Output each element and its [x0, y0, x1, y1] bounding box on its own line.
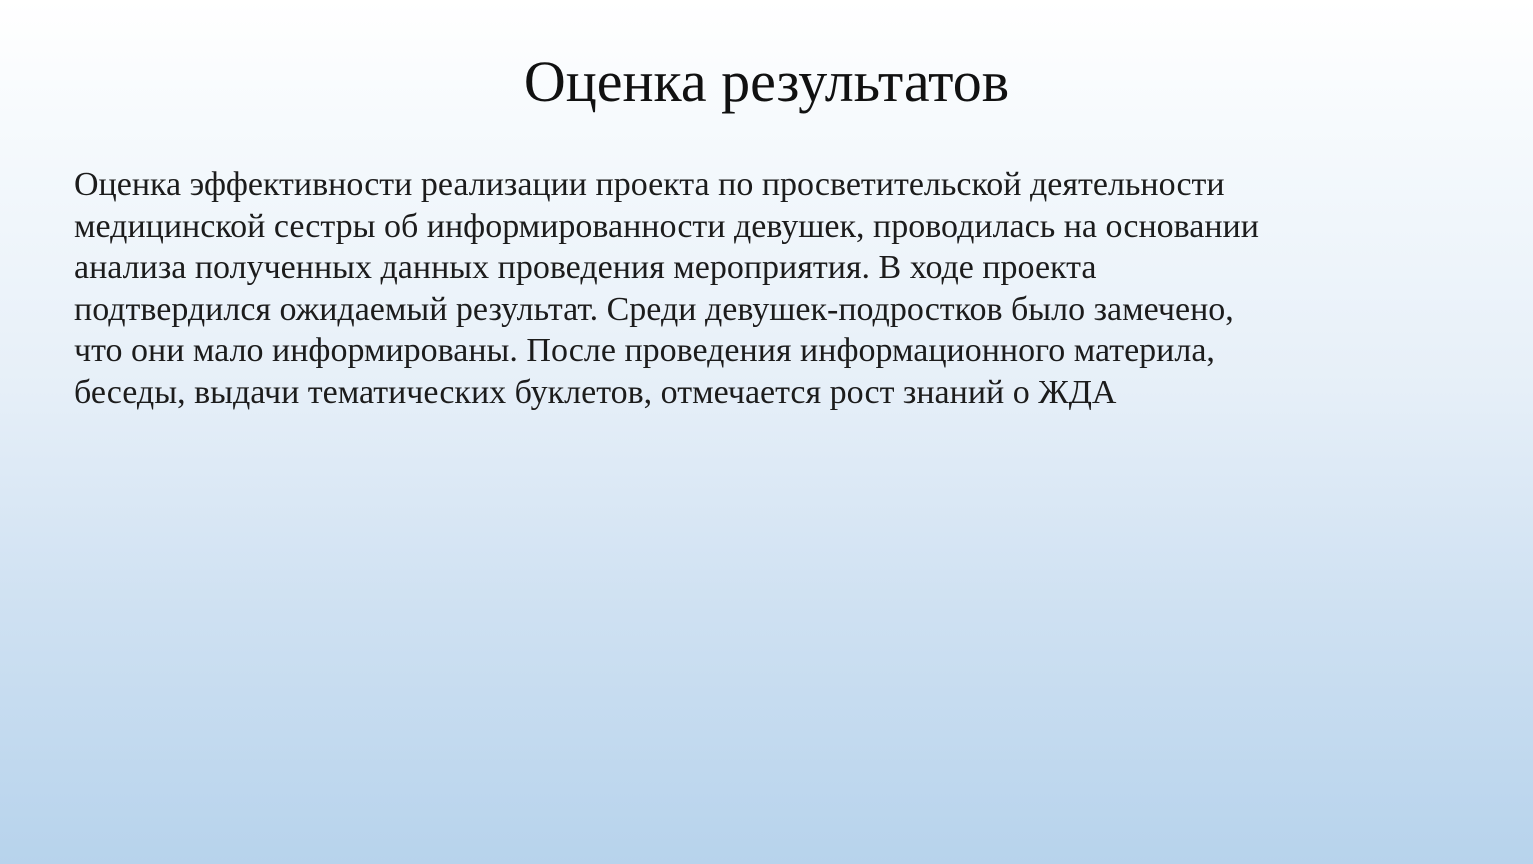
- slide-body-text: [74, 164, 1474, 413]
- body-line: подтвердился ожидаемый результат. Среди девушек-подростков было замечено,: [74, 290, 1234, 328]
- body-line: Оценка эффективности реализации проекта по просветительской деятельности: [74, 166, 1225, 203]
- body-line: медицинской сестры об информированности девушек, проводилась на основании: [74, 207, 1259, 245]
- body-line: что они мало информированы. После проведения информационного материла,: [74, 332, 1215, 369]
- body-line: анализа полученных данных проведения мероприятия. В ходе проекта: [74, 249, 1097, 286]
- body-line: беседы, выдачи тематических буклетов, отмечается рост знаний о ЖДА: [74, 373, 1117, 411]
- slide-title: Оценка результатов: [523, 49, 1010, 114]
